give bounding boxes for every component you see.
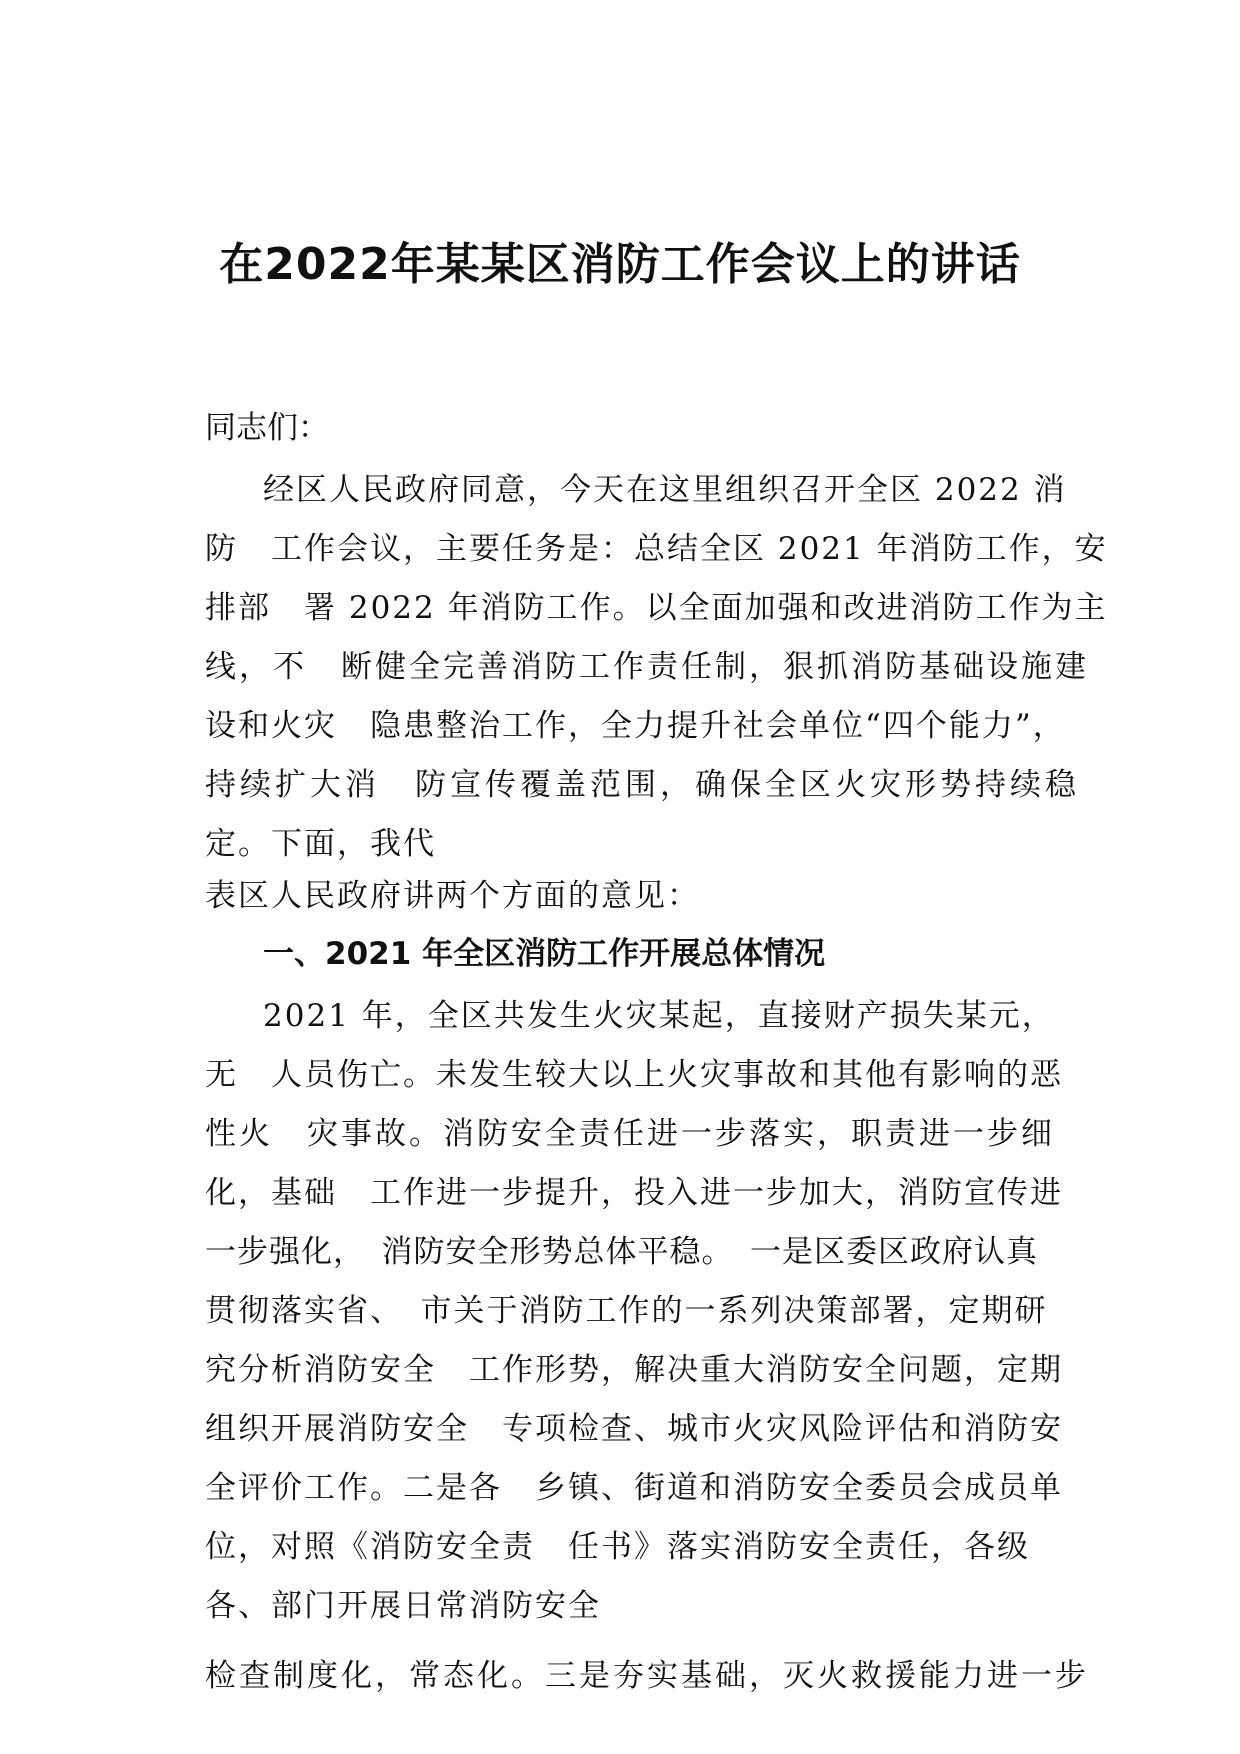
paragraph-line: 位，对照《消防安全责 任书》落实消防安全责任，各级 [205,1529,1030,1565]
paragraph-line: 全评价工作。二是各 乡镇、街道和消防安全委员会成员单 [205,1470,1063,1506]
paragraph-continuation: 表区人民政府讲两个方面的意见： [205,878,700,914]
paragraph-line: 贯彻落实省、 市关于消防工作的一系列决策部署，定期研 [205,1293,1048,1329]
paragraph-line: 定。下面，我代 [205,826,436,862]
paragraph-line: 线，不 断健全完善消防工作责任制，狠抓消防基础设施建 [205,649,1089,685]
paragraph-line: 一步强化， 消防安全形势总体平稳。 一是区委区政府认真 [205,1234,1038,1270]
paragraph-line: 组织开展消防安全 专项检查、城市火灾风险评估和消防安 [205,1411,1063,1447]
paragraph-line: 防 工作会议，主要任务是：总结全区 2021 年消防工作，安 [205,531,1108,567]
paragraph-continuation: 检查制度化，常态化。三是夯实基础，灭火救援能力进一步 [205,1658,1089,1694]
paragraph-line: 究分析消防安全 工作形势，解决重大消防安全问题，定期 [205,1352,1063,1388]
paragraph-line: 经区人民政府同意，今天在这里组织召开全区 2022 消 [263,472,1067,508]
paragraph-line: 无 人员伤亡。未发生较大以上火灾事故和其他有影响的恶 [205,1057,1063,1093]
paragraph-line: 各、部门开展日常消防安全 [205,1588,601,1624]
document-title: 在2022年某某区消防工作会议上的讲话 [219,239,1021,290]
paragraph-line: 排部 署 2022 年消防工作。以全面加强和改进消防工作为主 [205,590,1108,626]
salutation: 同志们： [205,410,329,446]
paragraph-line: 性火 灾事故。消防安全责任进一步落实，职责进一步细 [205,1116,1055,1152]
paragraph-line: 设和火灾 隐患整治工作，全力提升社会单位“四个能力”， [205,708,1066,744]
paragraph-line: 持续扩大消 防宣传覆盖范围，确保全区火灾形势持续稳 [205,767,1080,803]
paragraph-line: 2021 年，全区共发生火灾某起，直接财产损失某元， [263,998,1055,1034]
section-heading: 一、2021 年全区消防工作开展总体情况 [263,936,826,972]
paragraph-line: 化，基础 工作进一步提升，投入进一步加大，消防宣传进 [205,1175,1063,1211]
